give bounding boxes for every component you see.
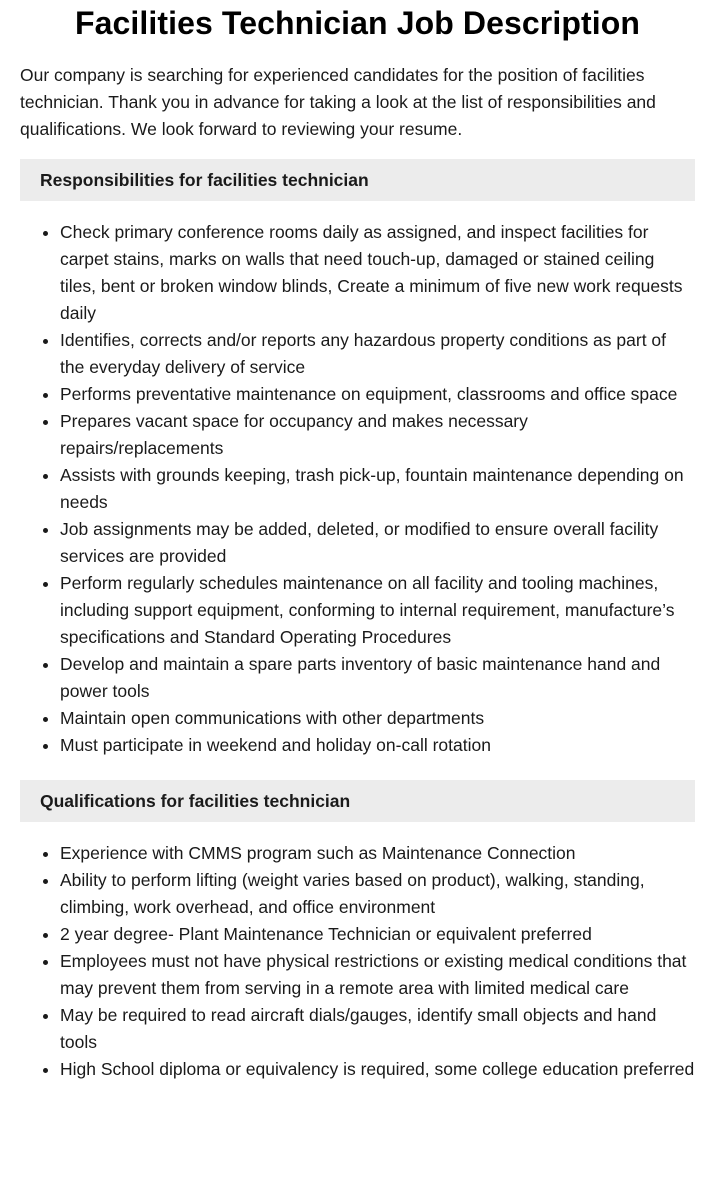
responsibilities-list bbox=[20, 219, 695, 759]
list-item: • Must participate in weekend and holiday on-call rotation bbox=[60, 732, 695, 759]
list-item: • Ability to perform lifting (weight varies based on product), walking, standing, climbing, work overhead, and office environment bbox=[60, 867, 695, 921]
list-item: • Assists with grounds keeping, trash pick-up, fountain maintenance depending on needs bbox=[60, 462, 695, 516]
list-item: • Perform regularly schedules maintenance on all facility and tooling machines, including support equipment, conforming to internal requirement, manufacture’s specifications and Standard Operating Procedures bbox=[60, 570, 695, 651]
list-item: • Job assignments may be added, deleted, or modified to ensure overall facility services are provided bbox=[60, 516, 695, 570]
list-item: • Identifies, corrects and/or reports any hazardous property conditions as part of the everyday delivery of service bbox=[60, 327, 695, 381]
list-item: • Check primary conference rooms daily as assigned, and inspect facilities for carpet stains, marks on walls that need touch-up, damaged or stained ceiling tiles, bent or broken window blinds, Create a minimum of five new work requests daily bbox=[60, 219, 695, 327]
list-item: • Experience with CMMS program such as Maintenance Connection bbox=[60, 840, 695, 867]
list-item: • High School diploma or equivalency is required, some college education preferred bbox=[60, 1056, 695, 1083]
intro-paragraph: Our company is searching for experienced candidates for the position of facilities technician. Thank you in advance for taking a look at the list of responsibilities and qualifications. We look forward to reviewing your resume. bbox=[20, 65, 656, 139]
list-item: • Performs preventative maintenance on equipment, classrooms and office space bbox=[60, 381, 695, 408]
list-item: • May be required to read aircraft dials/gauges, identify small objects and hand tools bbox=[60, 1002, 695, 1056]
list-item: • Develop and maintain a spare parts inventory of basic maintenance hand and power tools bbox=[60, 651, 695, 705]
page-title: Facilities Technician Job Description bbox=[74, 5, 641, 41]
list-item: • 2 year degree- Plant Maintenance Technician or equivalent preferred bbox=[60, 921, 695, 948]
responsibilities-heading: Responsibilities for facilities technician bbox=[20, 159, 695, 201]
qualifications-list bbox=[20, 840, 695, 1083]
list-item: • Employees must not have physical restrictions or existing medical conditions that may prevent them from serving in a remote area with limited medical care bbox=[60, 948, 695, 1002]
qualifications-heading: Qualifications for facilities technician bbox=[20, 780, 695, 822]
list-item: • Prepares vacant space for occupancy and makes necessary repairs/replacements bbox=[60, 408, 695, 462]
list-item: • Maintain open communications with other departments bbox=[60, 705, 695, 732]
